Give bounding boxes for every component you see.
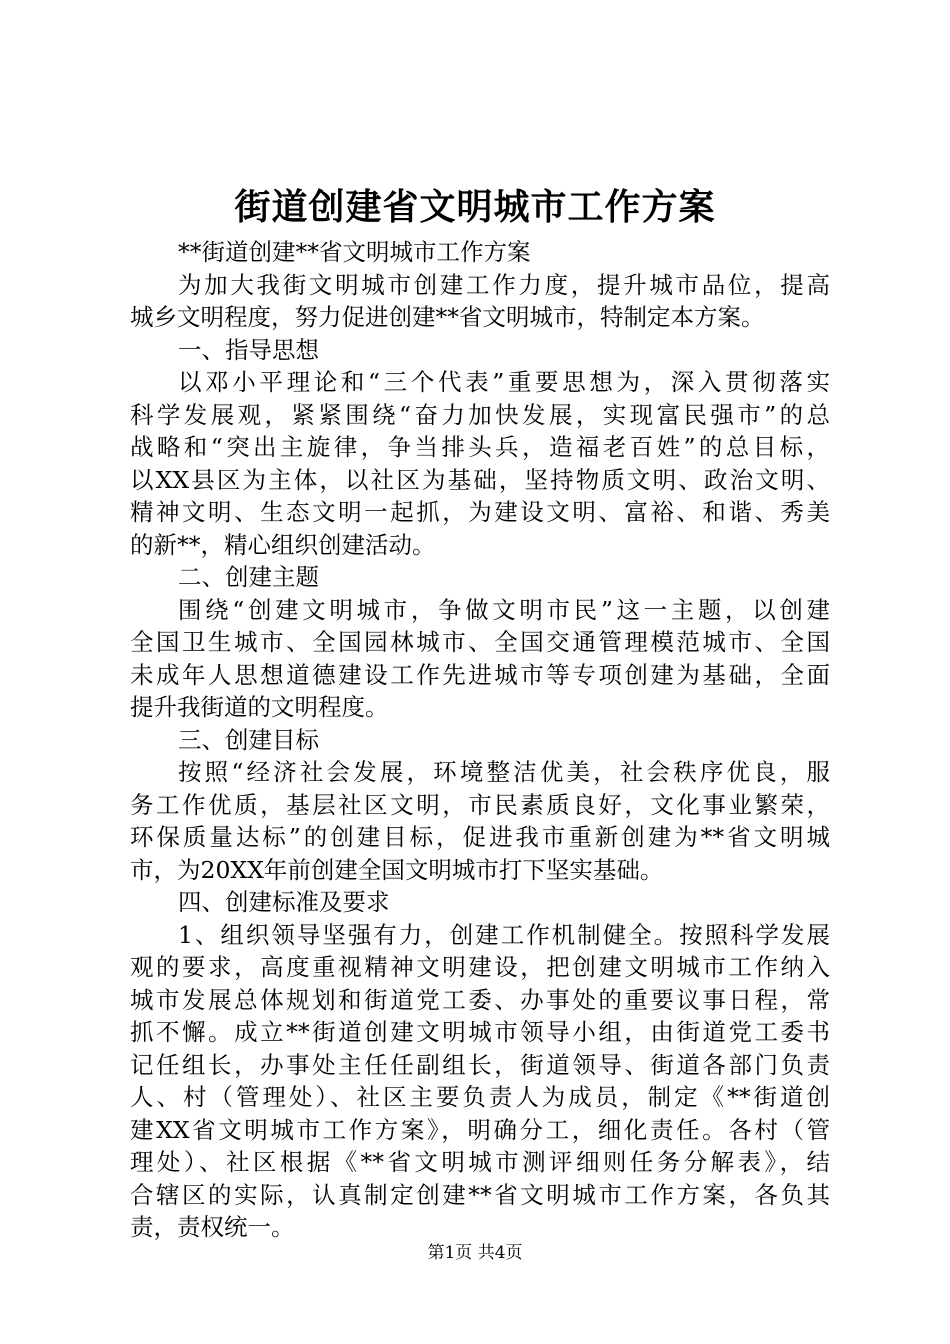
text-line: 三、创建目标: [178, 725, 319, 754]
text-line: 的新**，精心组织创建活动。: [130, 530, 436, 559]
text-line: 战略和“突出主旋律，争当排头兵，造福老百姓”的总目标，: [130, 433, 830, 461]
text-line: 市，为20XX年前创建全国文明城市打下坚实基础。: [130, 855, 664, 884]
text-line: 围绕“创建文明城市，争做文明市民”这一主题，以创建: [178, 595, 830, 624]
text-line: 提升我街道的文明程度。: [130, 693, 389, 721]
text-line: 1、组织领导坚强有力，创建工作机制健全。按照科学发展: [178, 920, 830, 949]
text-line: 为加大我街文明城市创建工作力度，提升城市品位，提高: [178, 270, 830, 299]
text-line: **街道创建**省文明城市工作方案: [178, 238, 531, 266]
text-line: 人、村（管理处）、社区主要负责人为成员，制定《**街道创: [130, 1083, 830, 1111]
text-line: 合辖区的实际，认真制定创建**省文明城市工作方案，各负其: [130, 1180, 830, 1209]
text-line: 观的要求，高度重视精神文明建设，把创建文明城市工作纳入: [130, 953, 830, 981]
text-line: 二、创建主题: [178, 563, 319, 591]
text-line: 四、创建标准及要求: [178, 888, 390, 916]
text-line: 一、指导思想: [178, 335, 319, 364]
text-line: 理处）、社区根据《**省文明城市测评细则任务分解表》，结: [130, 1148, 830, 1176]
text-line: 建XX省文明城市工作方案》，明确分工，细化责任。各村（管: [130, 1115, 830, 1144]
text-line: 以邓小平理论和“三个代表”重要思想为，深入贯彻落实: [178, 368, 830, 396]
text-line: 抓不懈。成立**街道创建文明城市领导小组，由街道党工委书: [130, 1018, 830, 1046]
text-line: 未成年人思想道德建设工作先进城市等专项创建为基础，全面: [130, 660, 830, 689]
text-line: 全国卫生城市、全国园林城市、全国交通管理模范城市、全国: [130, 628, 830, 656]
text-line: 按照“经济社会发展，环境整洁优美，社会秩序优良，服: [178, 758, 830, 786]
text-line: 责，责权统一。: [130, 1213, 295, 1241]
text-line: 环保质量达标”的创建目标，促进我市重新创建为**省文明城: [130, 823, 830, 851]
text-line: 以XX县区为主体，以社区为基础，坚持物质文明、政治文明、: [130, 465, 830, 494]
document-title: 街道创建省文明城市工作方案: [234, 186, 716, 228]
document-body: [130, 236, 830, 1244]
text-line: 记任组长，办事处主任任副组长，街道领导、街道各部门负责: [130, 1050, 830, 1079]
text-line: 科学发展观，紧紧围绕“奋力加快发展，实现富民强市”的总: [130, 400, 830, 429]
text-line: 城乡文明程度，努力促进创建**省文明城市，特制定本方案。: [130, 303, 765, 331]
page-footer: 第1页 共4页: [427, 1243, 523, 1263]
text-line: 城市发展总体规划和街道党工委、办事处的重要议事日程，常: [130, 985, 830, 1014]
text-line: 务工作优质，基层社区文明，市民素质良好，文化事业繁荣，: [130, 790, 830, 819]
text-line: 精神文明、生态文明一起抓，为建设文明、富裕、和谐、秀美: [130, 498, 830, 526]
